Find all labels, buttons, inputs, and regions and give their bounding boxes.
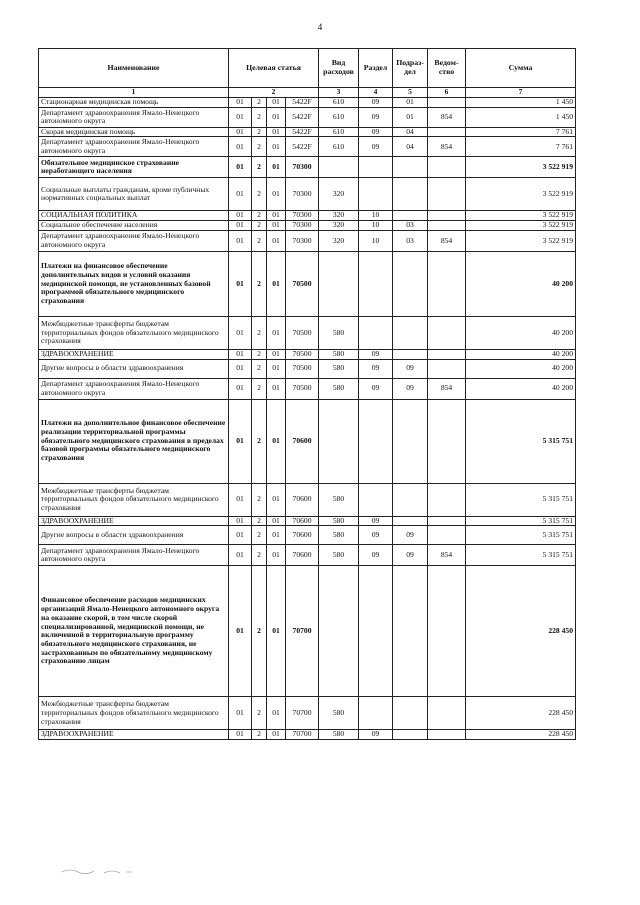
article-code-3: 01	[267, 211, 286, 221]
article-code-4: 70600	[286, 399, 319, 483]
section-cell: 10	[359, 211, 393, 221]
article-code-3: 01	[267, 221, 286, 231]
article-code-3: 01	[267, 137, 286, 157]
sum-cell: 1 450	[466, 98, 576, 108]
header-article: Целевая статья	[229, 49, 319, 88]
expense-type-cell	[319, 251, 359, 316]
section-cell: 09	[359, 107, 393, 127]
department-cell	[428, 730, 466, 740]
table-row	[39, 230, 576, 251]
subsection-cell	[393, 157, 428, 178]
article-code-2: 2	[252, 137, 267, 157]
section-cell: 10	[359, 230, 393, 251]
row-name: Департамент здравоохранения Ямало-Ненецкого автономного округа	[39, 107, 229, 127]
article-code-4: 70500	[286, 359, 319, 378]
row-name: Другие вопросы в области здравоохранения	[39, 359, 229, 378]
article-code-2: 2	[252, 399, 267, 483]
table-row	[39, 316, 576, 349]
section-cell	[359, 316, 393, 349]
table-row	[39, 157, 576, 178]
article-code-1: 01	[229, 399, 252, 483]
column-number: 6	[428, 88, 466, 98]
article-code-2: 2	[252, 730, 267, 740]
article-code-1: 01	[229, 545, 252, 566]
department-cell	[428, 516, 466, 526]
header-section: Раздел	[359, 49, 393, 88]
article-code-1: 01	[229, 730, 252, 740]
article-code-3: 01	[267, 730, 286, 740]
article-code-3: 01	[267, 399, 286, 483]
expense-type-cell: 580	[319, 483, 359, 516]
sum-cell: 3 522 919	[466, 221, 576, 231]
article-code-1: 01	[229, 221, 252, 231]
header-expense-type: Вид расходов	[319, 49, 359, 88]
column-number: 5	[393, 88, 428, 98]
row-name: Финансовое обеспечение расходов медицинских организаций Ямало-Ненецкого автономного округа на оказание скорой, в том числе скорой специализированной, медицинской помощи, не включенной в территориальную программу обязательного медицинского страхования, не застрахованным по обязательному медицинскому страхованию лицам	[39, 566, 229, 697]
row-name: Обязательное медицинское страхование неработающего населения	[39, 157, 229, 178]
sum-cell: 7 761	[466, 137, 576, 157]
department-cell	[428, 127, 466, 137]
article-code-2: 2	[252, 483, 267, 516]
expense-type-cell: 320	[319, 230, 359, 251]
sum-cell: 5 315 751	[466, 483, 576, 516]
article-code-3: 01	[267, 483, 286, 516]
subsection-cell: 03	[393, 230, 428, 251]
row-name: Департамент здравоохранения Ямало-Ненецкого автономного округа	[39, 137, 229, 157]
subsection-cell	[393, 566, 428, 697]
subsection-cell	[393, 483, 428, 516]
department-cell: 854	[428, 545, 466, 566]
section-cell	[359, 178, 393, 211]
article-code-2: 2	[252, 127, 267, 137]
column-number: 7	[466, 88, 576, 98]
table-row	[39, 178, 576, 211]
article-code-3: 01	[267, 127, 286, 137]
section-cell: 10	[359, 221, 393, 231]
section-cell: 09	[359, 516, 393, 526]
row-name: Социальные выплаты гражданам, кроме публичных нормативных социальных выплат	[39, 178, 229, 211]
subsection-cell	[393, 516, 428, 526]
table-row	[39, 566, 576, 697]
subsection-cell	[393, 697, 428, 730]
subsection-cell: 04	[393, 127, 428, 137]
article-code-1: 01	[229, 98, 252, 108]
expense-type-cell: 580	[319, 359, 359, 378]
expense-type-cell	[319, 399, 359, 483]
expense-type-cell: 610	[319, 98, 359, 108]
article-code-3: 01	[267, 526, 286, 545]
header-department: Ведом-ство	[428, 49, 466, 88]
column-number: 3	[319, 88, 359, 98]
article-code-3: 01	[267, 516, 286, 526]
row-name: Социальное обеспечение населения	[39, 221, 229, 231]
article-code-3: 01	[267, 157, 286, 178]
sum-cell: 7 761	[466, 127, 576, 137]
article-code-4: 70300	[286, 211, 319, 221]
article-code-1: 01	[229, 378, 252, 399]
row-name: Межбюджетные трансферты бюджетам территориальных фондов обязательного медицинского страхования	[39, 316, 229, 349]
table-row	[39, 697, 576, 730]
article-code-4: 70500	[286, 316, 319, 349]
article-code-1: 01	[229, 316, 252, 349]
article-code-3: 01	[267, 566, 286, 697]
article-code-1: 01	[229, 359, 252, 378]
article-code-4: 70300	[286, 221, 319, 231]
article-code-3: 01	[267, 378, 286, 399]
article-code-1: 01	[229, 127, 252, 137]
sum-cell: 228 450	[466, 730, 576, 740]
article-code-3: 01	[267, 107, 286, 127]
sum-cell: 228 450	[466, 566, 576, 697]
table-row	[39, 221, 576, 231]
section-cell: 09	[359, 127, 393, 137]
article-code-4: 5422F	[286, 137, 319, 157]
subsection-cell	[393, 251, 428, 316]
article-code-3: 01	[267, 349, 286, 359]
article-code-4: 70500	[286, 349, 319, 359]
article-code-4: 5422F	[286, 98, 319, 108]
article-code-4: 5422F	[286, 127, 319, 137]
section-cell: 09	[359, 545, 393, 566]
department-cell: 854	[428, 378, 466, 399]
table-row	[39, 483, 576, 516]
section-cell	[359, 566, 393, 697]
row-name: ЗДРАВООХРАНЕНИЕ	[39, 516, 229, 526]
row-name: Платежи на дополнительное финансовое обеспечение реализации территориальной программы обязательного медицинского страхования в пределах базовой программы обязательного медицинского страхования	[39, 399, 229, 483]
department-cell	[428, 251, 466, 316]
department-cell	[428, 221, 466, 231]
article-code-4: 70600	[286, 545, 319, 566]
subsection-cell	[393, 349, 428, 359]
sum-cell: 40 200	[466, 349, 576, 359]
table-row	[39, 98, 576, 108]
article-code-2: 2	[252, 349, 267, 359]
article-code-2: 2	[252, 230, 267, 251]
article-code-4: 70300	[286, 178, 319, 211]
column-number-row	[39, 88, 576, 98]
table-row	[39, 359, 576, 378]
expense-type-cell: 580	[319, 526, 359, 545]
article-code-2: 2	[252, 359, 267, 378]
article-code-2: 2	[252, 157, 267, 178]
row-name: Департамент здравоохранения Ямало-Ненецкого автономного округа	[39, 545, 229, 566]
table-row	[39, 526, 576, 545]
article-code-4: 70600	[286, 526, 319, 545]
sum-cell: 228 450	[466, 697, 576, 730]
article-code-3: 01	[267, 230, 286, 251]
subsection-cell: 09	[393, 526, 428, 545]
subsection-cell: 09	[393, 359, 428, 378]
row-name: Департамент здравоохранения Ямало-Ненецкого автономного округа	[39, 378, 229, 399]
table-row	[39, 137, 576, 157]
expense-type-cell	[319, 566, 359, 697]
department-cell	[428, 399, 466, 483]
article-code-1: 01	[229, 137, 252, 157]
subsection-cell: 03	[393, 221, 428, 231]
subsection-cell: 09	[393, 378, 428, 399]
article-code-2: 2	[252, 526, 267, 545]
article-code-3: 01	[267, 545, 286, 566]
article-code-1: 01	[229, 178, 252, 211]
section-cell: 09	[359, 359, 393, 378]
article-code-3: 01	[267, 98, 286, 108]
row-name: Межбюджетные трансферты бюджетам территориальных фондов обязательного медицинского страхования	[39, 697, 229, 730]
table-row	[39, 127, 576, 137]
sum-cell: 5 315 751	[466, 545, 576, 566]
article-code-1: 01	[229, 697, 252, 730]
article-code-2: 2	[252, 545, 267, 566]
department-cell	[428, 316, 466, 349]
article-code-1: 01	[229, 107, 252, 127]
department-cell: 854	[428, 230, 466, 251]
column-number: 4	[359, 88, 393, 98]
subsection-cell	[393, 316, 428, 349]
budget-table	[38, 48, 576, 740]
row-name: Скорая медицинская помощь	[39, 127, 229, 137]
expense-type-cell: 320	[319, 211, 359, 221]
expense-type-cell: 580	[319, 316, 359, 349]
row-name: СОЦИАЛЬНАЯ ПОЛИТИКА	[39, 211, 229, 221]
department-cell	[428, 526, 466, 545]
article-code-2: 2	[252, 98, 267, 108]
article-code-4: 70500	[286, 251, 319, 316]
article-code-4: 70300	[286, 157, 319, 178]
section-cell: 09	[359, 98, 393, 108]
table-header-row	[39, 49, 576, 88]
department-cell: 854	[428, 137, 466, 157]
article-code-2: 2	[252, 221, 267, 231]
row-name: Другие вопросы в области здравоохранения	[39, 526, 229, 545]
article-code-1: 01	[229, 251, 252, 316]
subsection-cell: 01	[393, 107, 428, 127]
subsection-cell	[393, 730, 428, 740]
expense-type-cell: 580	[319, 516, 359, 526]
article-code-1: 01	[229, 566, 252, 697]
sum-cell: 5 315 751	[466, 516, 576, 526]
article-code-3: 01	[267, 251, 286, 316]
department-cell	[428, 157, 466, 178]
article-code-4: 70600	[286, 483, 319, 516]
section-cell: 09	[359, 137, 393, 157]
sum-cell: 3 522 919	[466, 157, 576, 178]
article-code-3: 01	[267, 316, 286, 349]
article-code-4: 70700	[286, 566, 319, 697]
sum-cell: 40 200	[466, 316, 576, 349]
article-code-2: 2	[252, 251, 267, 316]
column-number: 1	[39, 88, 229, 98]
sum-cell: 3 522 919	[466, 211, 576, 221]
expense-type-cell: 580	[319, 378, 359, 399]
article-code-1: 01	[229, 516, 252, 526]
sum-cell: 40 200	[466, 378, 576, 399]
table-row	[39, 516, 576, 526]
sum-cell: 1 450	[466, 107, 576, 127]
sum-cell: 40 200	[466, 359, 576, 378]
table-row	[39, 251, 576, 316]
section-cell	[359, 399, 393, 483]
row-name: Межбюджетные трансферты бюджетам территориальных фондов обязательного медицинского страхования	[39, 483, 229, 516]
article-code-4: 70700	[286, 697, 319, 730]
subsection-cell: 09	[393, 545, 428, 566]
department-cell: 854	[428, 107, 466, 127]
article-code-2: 2	[252, 378, 267, 399]
section-cell: 09	[359, 526, 393, 545]
article-code-1: 01	[229, 230, 252, 251]
article-code-2: 2	[252, 107, 267, 127]
article-code-4: 70700	[286, 730, 319, 740]
article-code-2: 2	[252, 316, 267, 349]
department-cell	[428, 178, 466, 211]
expense-type-cell: 580	[319, 545, 359, 566]
article-code-3: 01	[267, 178, 286, 211]
row-name: ЗДРАВООХРАНЕНИЕ	[39, 730, 229, 740]
header-sum: Сумма	[466, 49, 576, 88]
sum-cell: 5 315 751	[466, 399, 576, 483]
section-cell	[359, 483, 393, 516]
expense-type-cell: 580	[319, 697, 359, 730]
article-code-1: 01	[229, 157, 252, 178]
article-code-2: 2	[252, 516, 267, 526]
table-row	[39, 349, 576, 359]
sum-cell: 3 522 919	[466, 230, 576, 251]
subsection-cell	[393, 399, 428, 483]
section-cell	[359, 251, 393, 316]
row-name: ЗДРАВООХРАНЕНИЕ	[39, 349, 229, 359]
article-code-1: 01	[229, 526, 252, 545]
article-code-3: 01	[267, 697, 286, 730]
table-row	[39, 107, 576, 127]
article-code-2: 2	[252, 211, 267, 221]
table-row	[39, 399, 576, 483]
section-cell	[359, 697, 393, 730]
table-row	[39, 211, 576, 221]
expense-type-cell: 610	[319, 127, 359, 137]
subsection-cell: 04	[393, 137, 428, 157]
article-code-4: 70300	[286, 230, 319, 251]
article-code-2: 2	[252, 566, 267, 697]
sum-cell: 3 522 919	[466, 178, 576, 211]
page-number: 4	[317, 22, 323, 32]
subsection-cell: 01	[393, 98, 428, 108]
expense-type-cell: 580	[319, 349, 359, 359]
table-row	[39, 378, 576, 399]
department-cell	[428, 349, 466, 359]
row-name: Стационарная медицинская помощь	[39, 98, 229, 108]
department-cell	[428, 483, 466, 516]
section-cell: 09	[359, 730, 393, 740]
header-subsection: Подраз-дел	[393, 49, 428, 88]
handwritten-mark	[60, 860, 150, 880]
article-code-2: 2	[252, 697, 267, 730]
department-cell	[428, 211, 466, 221]
article-code-2: 2	[252, 178, 267, 211]
department-cell	[428, 359, 466, 378]
sum-cell: 40 200	[466, 251, 576, 316]
expense-type-cell: 320	[319, 221, 359, 231]
section-cell: 09	[359, 378, 393, 399]
row-name: Платежи на финансовое обеспечение дополнительных видов и условий оказания медицинской помощи, не установленных базовой программой обязательного медицинского страхования	[39, 251, 229, 316]
department-cell	[428, 566, 466, 697]
column-number: 2	[229, 88, 319, 98]
expense-type-cell: 610	[319, 137, 359, 157]
subsection-cell	[393, 211, 428, 221]
row-name: Департамент здравоохранения Ямало-Ненецкого автономного округа	[39, 230, 229, 251]
expense-type-cell: 320	[319, 178, 359, 211]
department-cell	[428, 98, 466, 108]
section-cell	[359, 157, 393, 178]
article-code-1: 01	[229, 211, 252, 221]
expense-type-cell: 610	[319, 107, 359, 127]
article-code-4: 70500	[286, 378, 319, 399]
article-code-4: 70600	[286, 516, 319, 526]
article-code-1: 01	[229, 349, 252, 359]
article-code-4: 5422F	[286, 107, 319, 127]
section-cell: 09	[359, 349, 393, 359]
article-code-3: 01	[267, 359, 286, 378]
header-name: Наименование	[39, 49, 229, 88]
article-code-1: 01	[229, 483, 252, 516]
table-row	[39, 545, 576, 566]
expense-type-cell: 580	[319, 730, 359, 740]
expense-type-cell	[319, 157, 359, 178]
subsection-cell	[393, 178, 428, 211]
table-row	[39, 730, 576, 740]
department-cell	[428, 697, 466, 730]
sum-cell: 5 315 751	[466, 526, 576, 545]
